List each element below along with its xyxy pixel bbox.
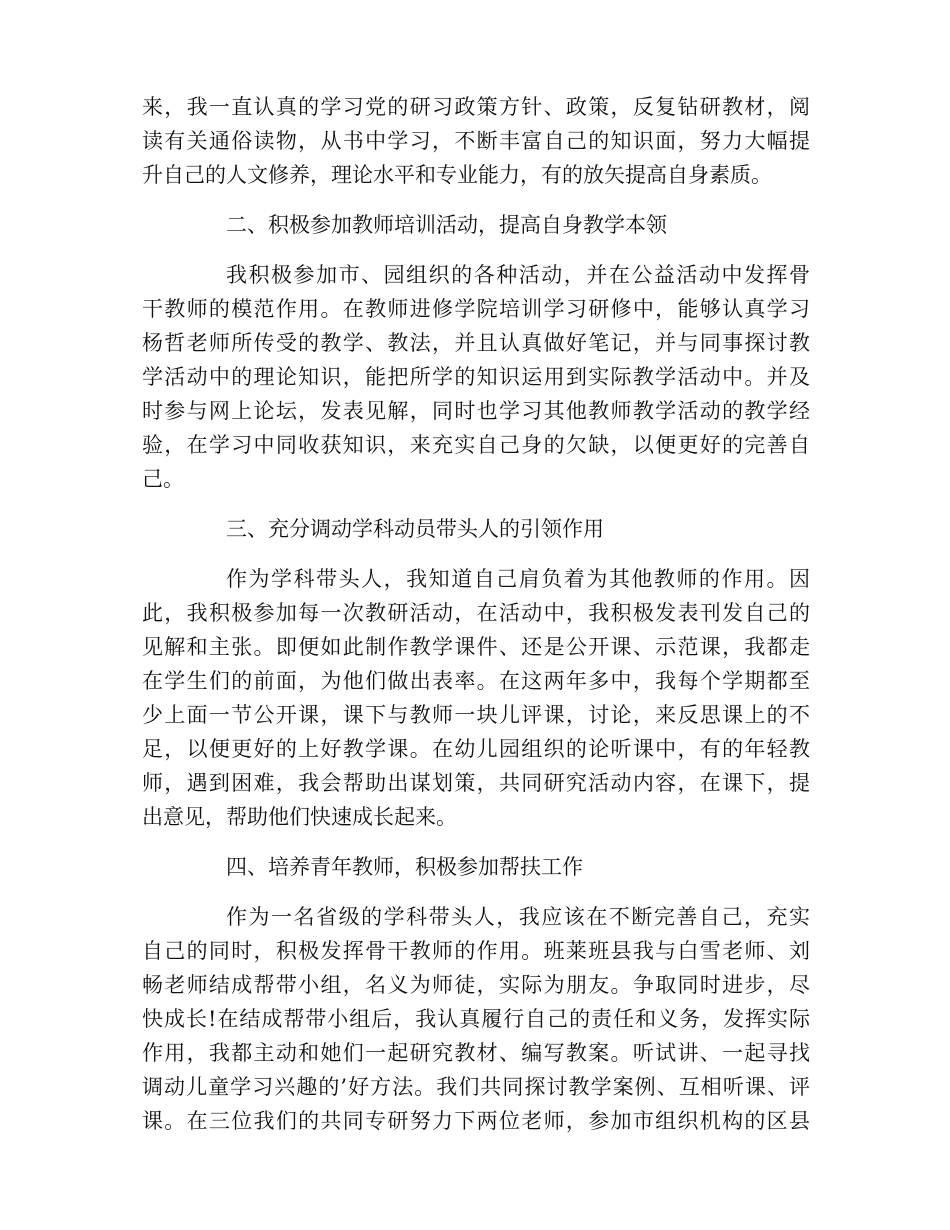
text-line: 升自己的人文修养，理论水平和专业能力，有的放矢提高自身素质。 bbox=[142, 163, 772, 187]
text-line: 课。在三位我们的共同专研努力下两位老师，参加市组织机构的区县 bbox=[142, 1109, 810, 1133]
text-line: 杨哲老师所传受的教学、教法，并且认真做好笔记，并与同事探讨教 bbox=[142, 331, 810, 355]
text-line: 此，我积极参加每一次教研活动，在活动中，我积极发表刊发自己的 bbox=[142, 601, 810, 625]
paragraph-mentoring bbox=[142, 900, 810, 1138]
text-line: 验，在学习中同收获知识，来充实自己身的欠缺，以便更好的完善自 bbox=[142, 433, 810, 457]
text-line: 作为学科带头人，我知道自己肩负着为其他教师的作用。因 bbox=[226, 567, 810, 591]
text-line: 作用，我都主动和她们一起研究教材、编写教案。听试讲、一起寻找 bbox=[142, 1041, 810, 1065]
text-line: 干教师的模范作用。在教师进修学院培训学习研修中，能够认真学习 bbox=[142, 297, 810, 321]
heading-text: 四、培养青年教师，积极参加帮扶工作 bbox=[226, 855, 583, 879]
text-line: 我积极参加市、园组织的各种活动，并在公益活动中发挥骨 bbox=[226, 263, 810, 287]
text-line: 在学生们的前面，为他们做出表率。在这两年多中，我每个学期都至 bbox=[142, 669, 810, 693]
text-line: 作为一名省级的学科带头人，我应该在不断完善自己，充实 bbox=[226, 905, 810, 929]
section-heading-3 bbox=[142, 512, 810, 546]
text-line: 读有关通俗读物，从书中学习，不断丰富自己的知识面，努力大幅提 bbox=[142, 129, 810, 153]
text-line: 调动儿童学习兴趣的’好方法。我们共同探讨教学案例、互相听课、评 bbox=[142, 1075, 810, 1099]
text-line: 少上面一节公开课，课下与教师一块儿评课，讨论，来反思课上的不 bbox=[142, 703, 810, 727]
text-line: 出意见，帮助他们快速成长起来。 bbox=[142, 805, 457, 829]
document-body bbox=[142, 90, 810, 1154]
text-line: 自己的同时，积极发挥骨干教师的作用。班莱班县我与白雪老师、刘 bbox=[142, 939, 810, 963]
text-line: 见解和主张。即便如此制作教学课件、还是公开课、示范课，我都走 bbox=[142, 635, 810, 659]
text-line: 足，以便更好的上好教学课。在幼儿园组织的论听课中，有的年轻教 bbox=[142, 737, 810, 761]
heading-text: 三、充分调动学科动员带头人的引领作用 bbox=[226, 517, 604, 541]
text-line: 学活动中的理论知识，能把所学的知识运用到实际教学活动中。并及 bbox=[142, 365, 810, 389]
text-line: 时参与网上论坛，发表见解，同时也学习其他教师教学活动的教学经 bbox=[142, 399, 810, 423]
heading-text: 二、积极参加教师培训活动，提高自身教学本领 bbox=[226, 213, 667, 237]
text-line: 来，我一直认真的学习党的研习政策方针、政策，反复钻研教材，阅 bbox=[142, 95, 810, 119]
text-line: 快成长!在结成帮带小组后，我认真履行自己的责任和义务，发挥实际 bbox=[142, 1007, 810, 1031]
text-line: 畅老师结成帮带小组，名义为师徒，实际为朋友。争取同时进步，尽 bbox=[142, 973, 810, 997]
text-line: 师，遇到困难，我会帮助出谋划策，共同研究活动内容，在课下，提 bbox=[142, 771, 810, 795]
section-heading-4 bbox=[142, 850, 810, 884]
section-heading-2 bbox=[142, 208, 810, 242]
text-line: 己。 bbox=[142, 467, 184, 491]
paragraph-intro bbox=[142, 90, 810, 192]
paragraph-leadership bbox=[142, 562, 810, 834]
paragraph-training bbox=[142, 258, 810, 496]
